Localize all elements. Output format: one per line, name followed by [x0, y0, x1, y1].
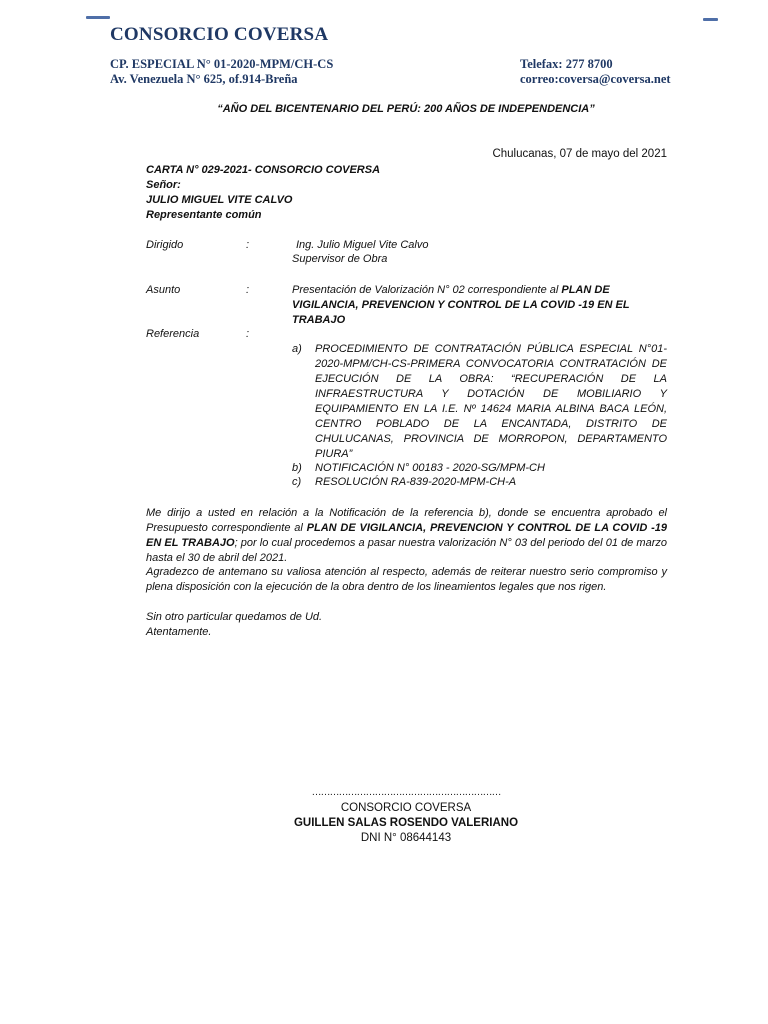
referencia-item-c: RESOLUCIÓN RA-839-2020-MPM-CH-A — [315, 476, 517, 488]
signature-dni: DNI N° 08644143 — [360, 832, 452, 844]
letter-number: CARTA N° 029-2021- CONSORCIO COVERSA — [146, 164, 381, 176]
closing: Atentamente. — [146, 626, 212, 638]
asunto-text-bold: PLAN DE VIGILANCIA, PREVENCION Y CONTROL DE LA COVID -19 EN EL TRABAJO — [292, 284, 630, 326]
date-line: Chulucanas, 07 de mayo del 2021 — [492, 148, 667, 160]
referencia-marker-a: a) — [292, 343, 302, 355]
header-mark-right — [703, 18, 718, 21]
dirigido-name: Ing. Julio Miguel Vite Calvo — [296, 239, 429, 251]
asunto-colon: : — [246, 284, 250, 296]
salutation: Señor: — [146, 179, 181, 191]
referencia-item-a: PROCEDIMIENTO DE CONTRATACIÓN PÚBLICA ESPECIAL N°01-2020-MPM/CH-CS-PRIMERA CONVOCATORIA CONTRATACIÓN DE EJECUCIÓN DE LA OBRA: “RECUPERACIÓN DE LA INFRAESTRUCTURA Y DOTACIÓN DE MOBILIARIO Y EQUIPAMIENTO EN LA I.E. Nº 14624 MARIA ALBINA BACA LEÓN, CENTRO POBLADO DE LA ENCANTADA, DISTRITO DE CHULUCANAS, PROVINCIA DE MORROPON, DEPARTAMENTO PIURA” — [315, 343, 667, 460]
motto: “AÑO DEL BICENTENARIO DEL PERÚ: 200 AÑOS DE INDEPENDENCIA” — [217, 103, 595, 115]
referencia-marker-b: b) — [292, 462, 302, 474]
dirigido-role: Supervisor de Obra — [292, 253, 388, 265]
email-line: correo:coversa@coversa.net — [520, 72, 671, 86]
body-paragraph-3: Sin otro particular quedamos de Ud. — [146, 611, 323, 623]
asunto-text — [292, 283, 637, 328]
referencia-marker-c: c) — [292, 476, 302, 488]
asunto-text-plain: Presentación de Valorización N° 02 correspondiente al — [292, 284, 562, 296]
dirigido-label: Dirigido — [146, 239, 184, 251]
recipient-role: Representante común — [146, 209, 262, 221]
recipient-name: JULIO MIGUEL VITE CALVO — [146, 194, 293, 206]
asunto-label: Asunto — [146, 284, 181, 296]
referencia-item-b: NOTIFICACIÓN N° 00183 - 2020-SG/MPM-CH — [315, 462, 545, 474]
cp-line: CP. ESPECIAL N° 01-2020-MPM/CH-CS — [110, 57, 334, 71]
signature-dots: ……………………………………………………… — [311, 787, 501, 798]
dirigido-colon: : — [246, 239, 250, 251]
body-paragraph-1 — [146, 506, 667, 566]
signature-name: GUILLEN SALAS ROSENDO VALERIANO — [293, 817, 519, 829]
referencia-label: Referencia — [146, 328, 200, 340]
address-line: Av. Venezuela N° 625, of.914-Breña — [110, 72, 298, 86]
header-mark-left — [86, 16, 110, 19]
phone-line: Telefax: 277 8700 — [520, 57, 613, 71]
body-paragraph-2: Agradezco de antemano su valiosa atención al respecto, además de reiterar nuestro serio compromiso y plena disposición con la ejecución de la obra dentro de los lineamientos legales que nos rigen. — [146, 566, 667, 593]
signature-company: CONSORCIO COVERSA — [340, 802, 472, 814]
company-title: CONSORCIO COVERSA — [110, 24, 329, 45]
body-p1-bold: PLAN DE VIGILANCIA, PREVENCION Y CONTROL DE LA COVID -19 EN EL TRABAJO — [146, 522, 667, 549]
referencia-colon: : — [246, 328, 250, 340]
body-p1-b: ; por lo cual procedemos a pasar nuestra valorización N° 03 del periodo del 01 de marzo hasta el 30 de abril del 2021. — [146, 537, 667, 564]
body-p1-a: Me dirijo a usted en relación a la Notificación de la referencia b), donde se encuentra aprobado el Presupuesto correspondiente al — [146, 507, 667, 534]
